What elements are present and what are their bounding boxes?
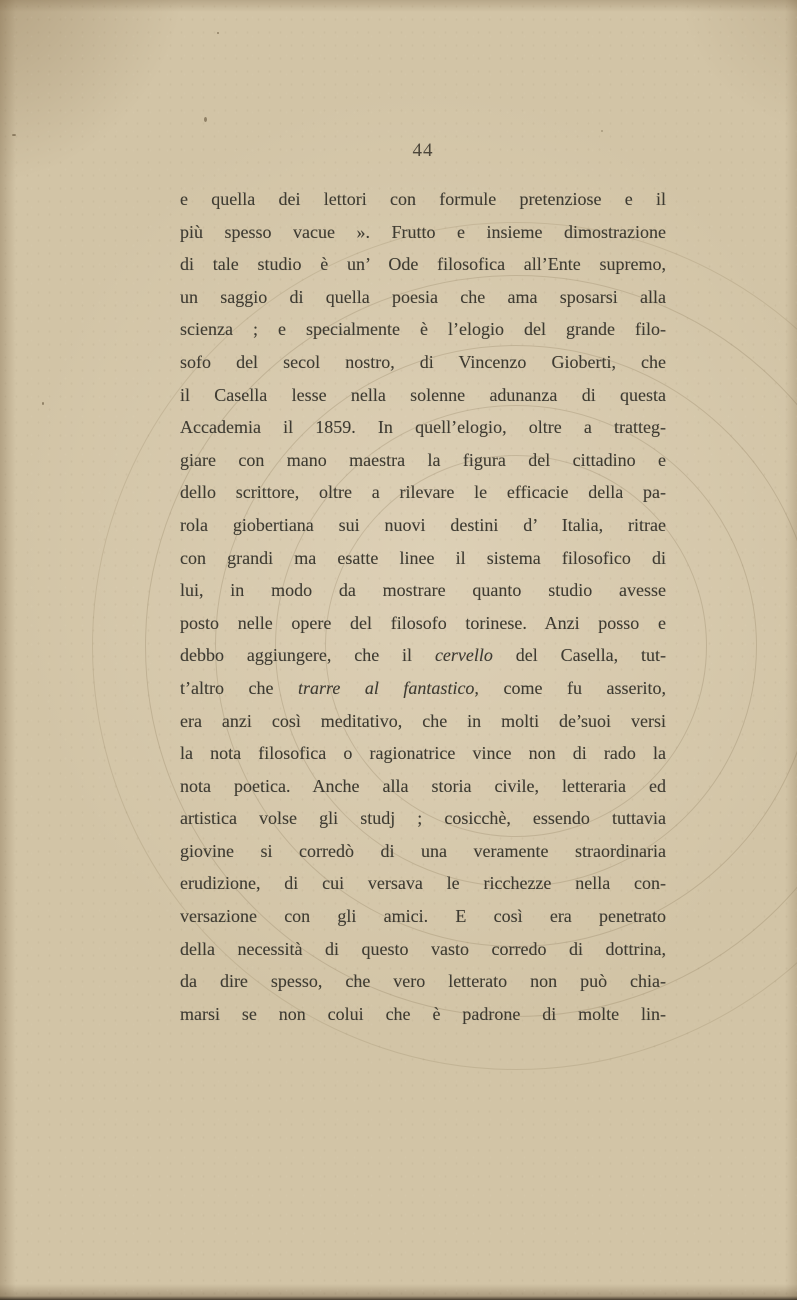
- text-segment: come fu asserito,: [478, 677, 666, 698]
- paper-speck: [204, 117, 207, 122]
- text-segment: rola giobertiana sui nuovi destini d’ Italia, ritrae: [180, 514, 666, 535]
- text-segment: nota poetica. Anche alla storia civile, letteraria ed: [180, 775, 666, 796]
- text-line: [180, 542, 666, 575]
- text-line: [180, 770, 666, 803]
- text-segment: giare con mano maestra la figura del cittadino e: [180, 449, 666, 470]
- text-line: [180, 737, 666, 770]
- text-segment: scienza ; e specialmente è l’elogio del grande filo-: [180, 319, 666, 340]
- text-segment: posto nelle opere del filosofo torinese. Anzi posso e: [180, 612, 666, 633]
- text-line: [180, 998, 666, 1031]
- text-segment: del Casella, tut-: [492, 645, 666, 666]
- text-segment: da dire spesso, che vero letterato non può chia-: [180, 971, 666, 992]
- text-segment: versazione con gli amici. E così era penetrato: [180, 906, 666, 927]
- text-line: [180, 476, 666, 509]
- page-text: [180, 183, 666, 1030]
- text-line: [180, 802, 666, 835]
- text-segment: della necessità di questo vasto corredo di dottrina,: [180, 938, 666, 959]
- text-line: [180, 639, 666, 672]
- text-line: [180, 900, 666, 933]
- text-line: [180, 281, 666, 314]
- text-line: [180, 835, 666, 868]
- text-line: [180, 183, 666, 216]
- text-line: [180, 313, 666, 346]
- paper-speck: [217, 32, 219, 34]
- text-segment: t’altro che: [180, 677, 299, 698]
- text-line: [180, 509, 666, 542]
- text-line: [180, 965, 666, 998]
- paper-speck: [601, 130, 603, 132]
- text-segment: Accademia il 1859. In quell’elogio, oltre a tratteg-: [180, 417, 666, 438]
- text-line: [180, 216, 666, 249]
- text-line: [180, 379, 666, 412]
- text-segment: la nota filosofica o ragionatrice vince non di rado la: [180, 743, 666, 764]
- text-segment: un saggio di quella poesia che ama sposarsi alla: [180, 286, 666, 307]
- paper-speck: [12, 134, 16, 136]
- text-line: [180, 607, 666, 640]
- text-line: [180, 672, 666, 705]
- text-segment: con grandi ma esatte linee il sistema filosofico di: [180, 547, 666, 568]
- text-line: [180, 933, 666, 966]
- text-segment: di tale studio è un’ Ode filosofica all’Ente supremo,: [180, 254, 666, 275]
- text-segment: sofo del secol nostro, di Vincenzo Gioberti, che: [180, 351, 666, 372]
- text-segment: era anzi così meditativo, che in molti de’suoi versi: [180, 710, 666, 731]
- text-segment: più spesso vacue ». Frutto e insieme dimostrazione: [180, 221, 666, 242]
- text-segment: debbo aggiungere, che il: [180, 645, 435, 666]
- text-segment: giovine si corredò di una veramente straordinaria: [180, 840, 666, 861]
- text-line: [180, 411, 666, 444]
- text-line: [180, 574, 666, 607]
- italic-text-segment: cervello: [434, 645, 493, 666]
- text-segment: erudizione, di cui versava le ricchezze nella con-: [180, 873, 666, 894]
- text-line: [180, 867, 666, 900]
- text-segment: il Casella lesse nella solenne adunanza di questa: [180, 384, 666, 405]
- paper-speck: [42, 402, 44, 405]
- page-number: 44: [412, 140, 434, 161]
- italic-text-segment: trarre al fantastico,: [298, 677, 479, 698]
- text-segment: lui, in modo da mostrare quanto studio avesse: [180, 580, 666, 601]
- text-segment: dello scrittore, oltre a rilevare le efficacie della pa-: [180, 482, 666, 503]
- text-line: [180, 705, 666, 738]
- text-segment: marsi se non colui che è padrone di molte lin-: [180, 1003, 666, 1024]
- text-segment: artistica volse gli studj ; cosicchè, essendo tuttavia: [180, 808, 666, 829]
- text-segment: e quella dei lettori con formule pretenziose e il: [180, 189, 666, 209]
- text-line: [180, 248, 666, 281]
- text-line: [180, 346, 666, 379]
- text-line: [180, 444, 666, 477]
